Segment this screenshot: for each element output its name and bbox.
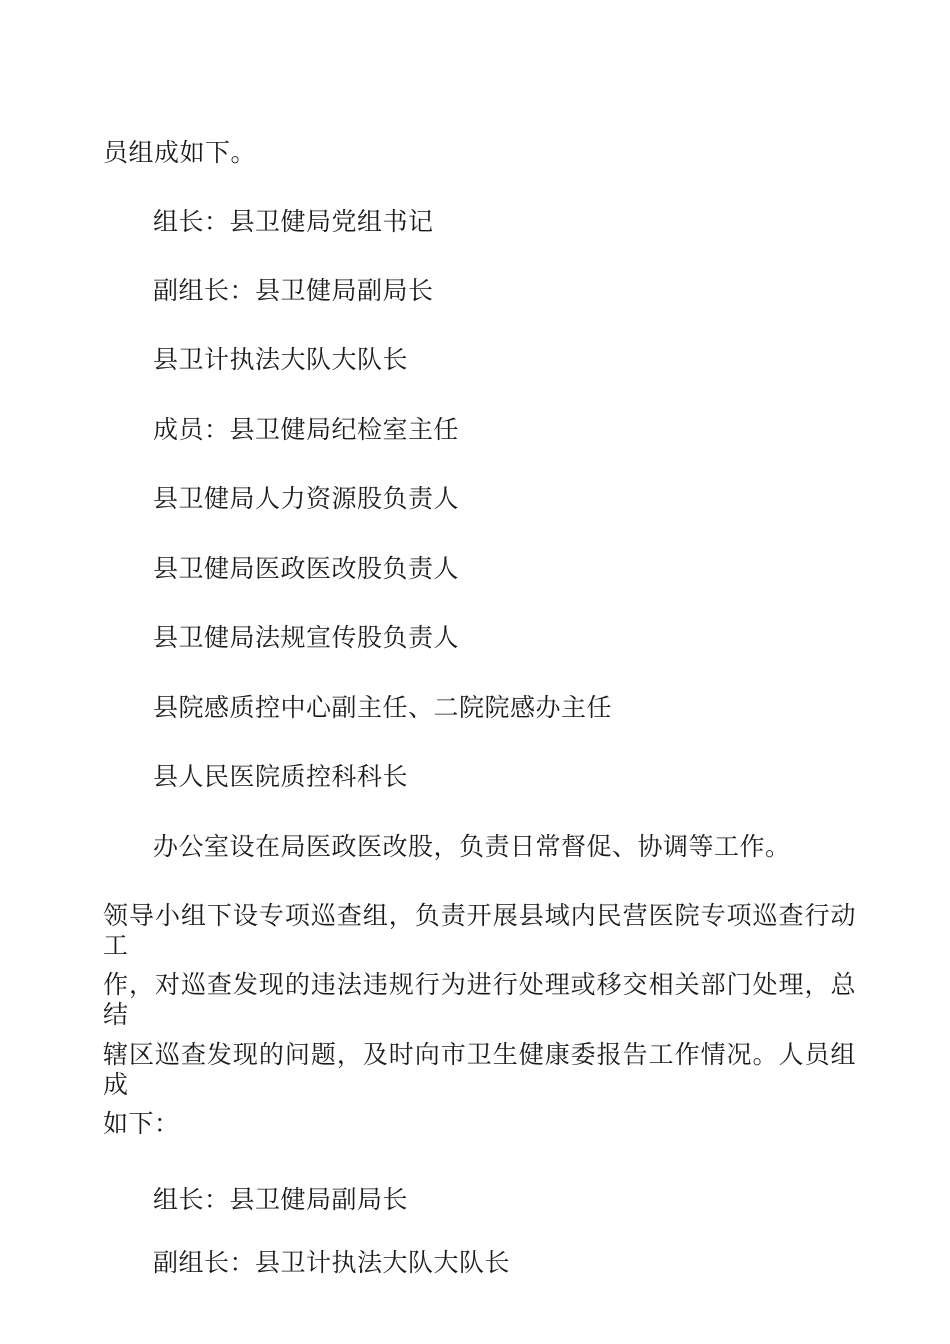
paragraph-line: 县院感质控中心副主任、二院院感办主任 <box>153 693 613 722</box>
paragraph-line: 县人民医院质控科科长 <box>153 762 409 791</box>
paragraph-line: 副组长：县卫健局副局长 <box>153 276 434 305</box>
paragraph-line: 员组成如下。 <box>103 138 257 167</box>
paragraph-line: 如下： <box>103 1109 180 1138</box>
paragraph-line: 成员：县卫健局纪检室主任 <box>153 415 460 444</box>
paragraph-line: 县卫计执法大队大队长 <box>153 345 409 374</box>
paragraph-line: 县卫健局医政医改股负责人 <box>153 554 460 583</box>
paragraph-line: 组长：县卫健局党组书记 <box>153 207 434 236</box>
paragraph-line: 办公室设在局医政医改股，负责日常督促、协调等工作。 <box>153 832 791 861</box>
paragraph-line: 组长：县卫健局副局长 <box>153 1185 409 1214</box>
paragraph-line: 县卫健局人力资源股负责人 <box>153 484 460 513</box>
paragraph-line: 副组长：县卫计执法大队大队长 <box>153 1248 511 1277</box>
paragraph-line: 作，对巡查发现的违法违规行为进行处理或移交相关部门处理，总结 <box>103 970 856 1029</box>
paragraph-line: 领导小组下设专项巡查组，负责开展县域内民营医院专项巡查行动工 <box>103 901 856 960</box>
paragraph-line: 辖区巡查发现的问题，及时向市卫生健康委报告工作情况。人员组成 <box>103 1040 856 1099</box>
paragraph-line: 县卫健局法规宣传股负责人 <box>153 623 460 652</box>
